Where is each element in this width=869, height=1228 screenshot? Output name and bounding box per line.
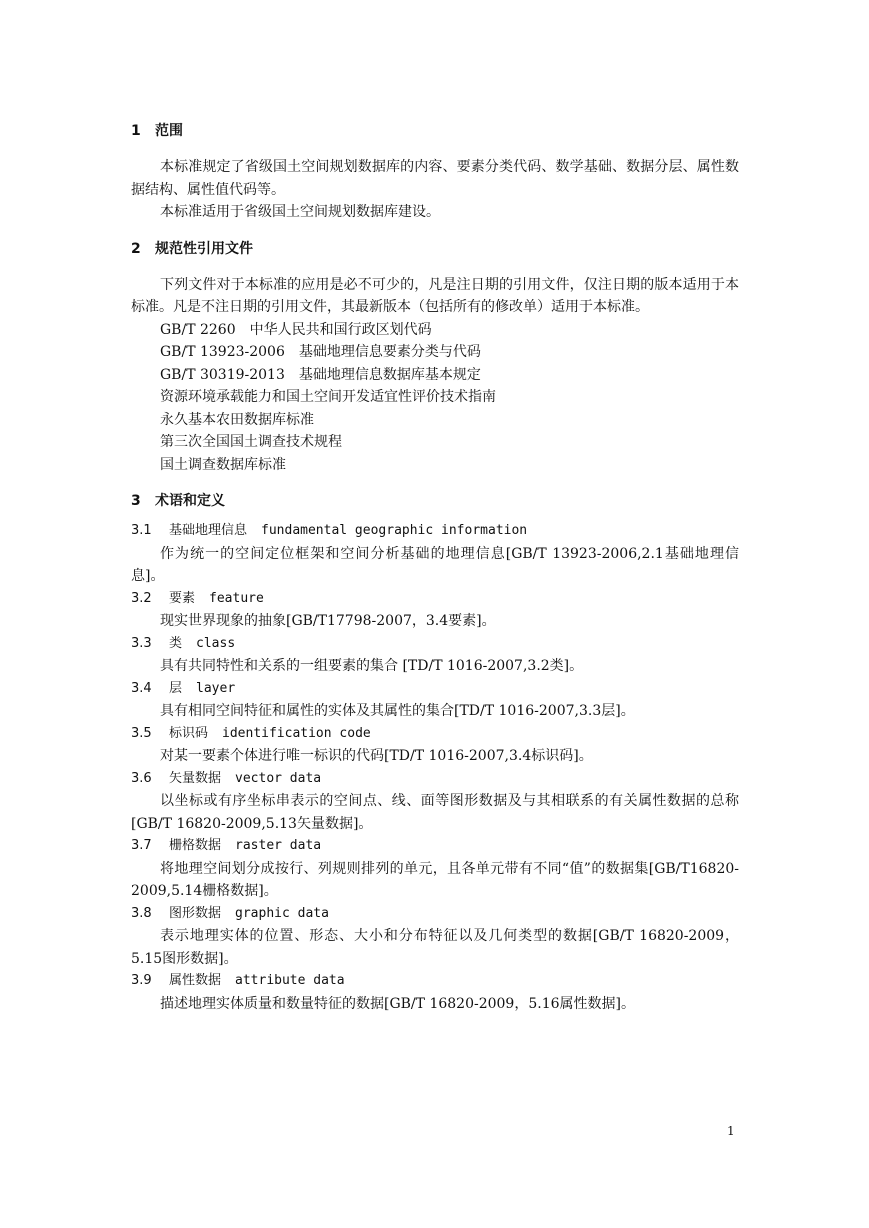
reference-item: GB/T 2260 中华人民共和国行政区划代码 — [160, 321, 432, 338]
term-entry — [131, 588, 739, 633]
term-definition: 具有相同空间特征和属性的实体及其属性的集合[TD/T 1016-2007,3.3层]。 — [160, 703, 635, 719]
term-heading — [131, 520, 739, 543]
reference-item: 第三次全国国土调查技术规程 — [160, 434, 342, 450]
reference-item: 永久基本农田数据库标准 — [160, 411, 314, 428]
term-zh: 基础地理信息 — [169, 523, 248, 538]
term-entry — [131, 723, 739, 768]
term-entry — [131, 520, 739, 588]
term-heading — [131, 768, 739, 791]
term-zh: 标识码 — [169, 725, 209, 741]
reference-item: GB/T 13923-2006 基础地理信息要素分类与代码 — [160, 344, 481, 360]
section-1-title: 范围 — [155, 123, 183, 139]
term-number: 3.4 — [131, 680, 152, 696]
term-number: 3.9 — [131, 973, 152, 988]
term-entry — [131, 903, 739, 971]
term-number: 3.7 — [131, 838, 152, 853]
term-number: 3.8 — [131, 905, 152, 921]
term-entry — [131, 633, 739, 678]
section-3-title: 术语和定义 — [155, 493, 225, 509]
term-definition: 具有共同特性和关系的一组要素的集合 [TD/T 1016-2007,3.2类]。 — [160, 658, 584, 674]
term-en: vector data — [235, 770, 322, 786]
term-heading — [131, 835, 739, 858]
term-number: 3.3 — [131, 635, 152, 651]
section-1-number: 1 — [131, 123, 141, 139]
reference-item: 资源环境承载能力和国土空间开发适宜性评价技术指南 — [160, 389, 496, 405]
section-1-heading — [131, 120, 739, 142]
section-2-heading — [131, 238, 739, 260]
term-zh: 栅格数据 — [169, 838, 222, 853]
reference-item: 国土调查数据库标准 — [160, 456, 286, 473]
term-heading — [131, 723, 739, 746]
reference-item: GB/T 30319-2013 基础地理信息数据库基本规定 — [160, 366, 481, 383]
page-content — [131, 120, 739, 1015]
term-heading — [131, 588, 739, 611]
term-number: 3.1 — [131, 523, 152, 538]
term-definition: 对某一要素个体进行唯一标识的代码[TD/T 1016-2007,3.4标识码]。 — [160, 748, 593, 764]
term-definition: 以坐标或有序坐标串表示的空间点、线、面等图形数据及与其相联系的有关属性数据的总称[GB/T 16820-2009,5.13矢量数据]。 — [131, 793, 739, 832]
section-3-number: 3 — [131, 493, 141, 509]
section-1-paragraph: 本标准适用于省级国土空间规划数据库建设。 — [160, 204, 440, 220]
term-zh: 矢量数据 — [169, 770, 222, 786]
section-2-intro: 下列文件对于本标准的应用是必不可少的，凡是注日期的引用文件，仅注日期的版本适用于本标准。凡是不注日期的引用文件，其最新版本（包括所有的修改单）适用于本标准。 — [131, 276, 739, 315]
page-number: 1 — [727, 1124, 735, 1138]
section-1-paragraph: 本标准规定了省级国土空间规划数据库的内容、要素分类代码、数学基础、数据分层、属性数据结构、属性值代码等。 — [131, 159, 739, 198]
term-definition: 表示地理实体的位置、形态、大小和分布特征以及几何类型的数据[GB/T 16820-2009，5.15图形数据]。 — [131, 928, 739, 967]
term-number: 3.2 — [131, 590, 152, 606]
term-entry — [131, 970, 739, 1015]
term-en: layer — [196, 680, 236, 696]
section-2-title: 规范性引用文件 — [155, 240, 253, 257]
term-heading — [131, 633, 739, 656]
term-number: 3.5 — [131, 725, 152, 741]
term-entry — [131, 768, 739, 836]
term-en: graphic data — [235, 905, 329, 921]
term-definition: 现实世界现象的抽象[GB/T17798-2007，3.4要素]。 — [160, 613, 496, 629]
term-definition: 将地理空间划分成按行、列规则排列的单元，且各单元带有不同“值”的数据集[GB/T16820-2009,5.14栅格数据]。 — [131, 860, 739, 899]
term-entry — [131, 835, 739, 903]
term-entry — [131, 678, 739, 723]
term-en: feature — [209, 590, 264, 606]
term-zh: 层 — [169, 680, 183, 696]
term-zh: 属性数据 — [169, 973, 222, 988]
term-zh: 类 — [169, 635, 183, 651]
term-heading — [131, 903, 739, 926]
term-definition: 描述地理实体质量和数量特征的数据[GB/T 16820-2009，5.16属性数据]。 — [160, 995, 635, 1012]
term-definition: 作为统一的空间定位框架和空间分析基础的地理信息[GB/T 13923-2006,2.1基础地理信息]。 — [131, 545, 739, 584]
term-number: 3.6 — [131, 770, 152, 786]
term-heading — [131, 678, 739, 701]
term-zh: 图形数据 — [169, 905, 222, 921]
section-3-heading — [131, 490, 739, 512]
term-en: class — [196, 635, 236, 651]
term-en: attribute data — [235, 973, 345, 988]
term-zh: 要素 — [169, 590, 196, 606]
term-en: identification code — [222, 725, 371, 741]
term-en: raster data — [235, 838, 322, 853]
term-en: fundamental geographic information — [261, 523, 528, 538]
term-heading — [131, 970, 739, 993]
section-2-number: 2 — [131, 240, 141, 257]
